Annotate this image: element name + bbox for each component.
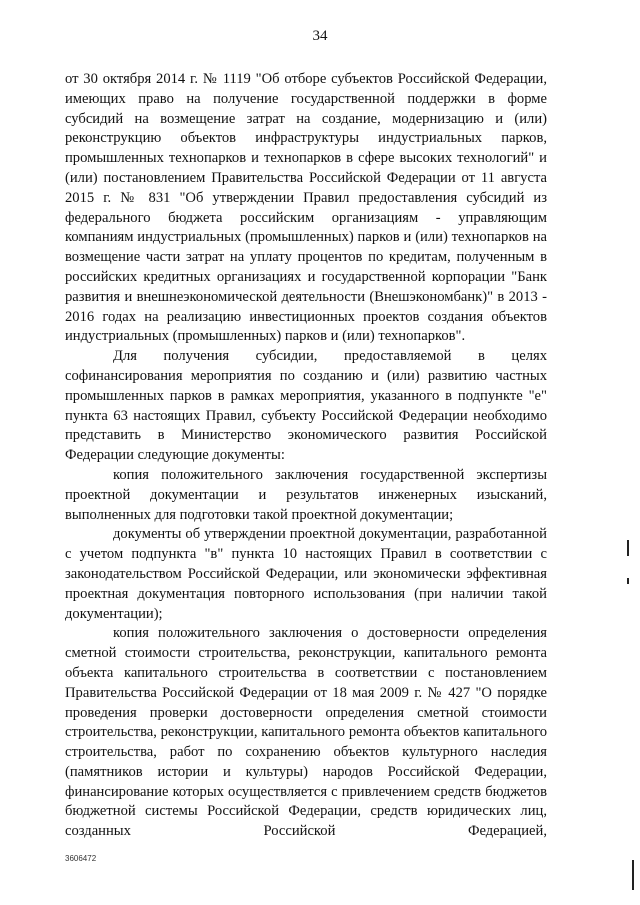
document-body (65, 70, 547, 842)
page-number: 34 (312, 28, 328, 44)
paragraph-expertise-copy: копия положительного заключения государственной экспертизы проектной документации и результатов инженерных изысканий, выполненных для подготовки такой проектной документации; (65, 466, 547, 523)
paragraph-subsidy-documents: Для получения субсидии, предоставляемой в целях софинансирования мероприятия по созданию и (или) развитию частных промышленных парков в рамках мероприятия, указанного в подпункте "е" пункта 63 настоящих Правил, субъекту Российской Федерации необходимо представить в Министерство экономического развития Российской Федерации следующие документы: (65, 348, 547, 464)
scan-margin-mark (627, 540, 629, 556)
paragraph-cost-verification: копия положительного заключения о достоверности определения сметной стоимости строительства, реконструкции, капитального ремонта объекта капитального строительства в соответствии с постановлением Правительства Российской Федерации от 18 мая 2009 г. № 427 "О порядке проведения проверки достоверности определения сметной стоимости строительства, реконструкции, капитального ремонта объектов капитального строительства, работ по сохранению объектов культурного наследия (памятников истории и культуры) народов Российской Федерации, финансирование которых осуществляется с привлечением средств бюджетов бюджетной системы Российской Федерации, средств юридических лиц, созданных Российской Федерацией, (65, 625, 547, 840)
scan-margin-mark (632, 860, 634, 890)
document-code: 3606472 (65, 854, 97, 863)
paragraph-project-approval: документы об утверждении проектной документации, разработанной с учетом подпункта "в" пункта 10 настоящих Правил в соответствии с законодательством Российской Федерации, или экономически эффективная проектная документация повторного использования (при наличии такой документации); (65, 526, 547, 622)
paragraph-continuation: от 30 октября 2014 г. № 1119 "Об отборе субъектов Российской Федерации, имеющих право на получение государственной поддержки в форме субсидий на возмещение затрат на создание, модернизацию и (или) реконструкцию объектов инфраструктуры индустриальных парков, промышленных технопарков и технопарков в сфере высоких технологий" и (или) постановлением Правительства Российской Федерации от 11 августа 2015 г. № 831 "Об утверждении Правил предоставления субсидий из федерального бюджета российским организациям - управляющим компаниям индустриальных (промышленных) парков и (или) технопарков на возмещение части затрат на уплату процентов по кредитам, полученным в российских кредитных организациях и государственной корпорации "Банк развития и внешнеэкономической деятельности (Внешэкономбанк)" в 2013 - 2016 годах на реализацию инвестиционных проектов создания объектов индустриальных (промышленных) парков и (или) технопарков". (65, 71, 547, 345)
scan-margin-mark (627, 578, 629, 584)
